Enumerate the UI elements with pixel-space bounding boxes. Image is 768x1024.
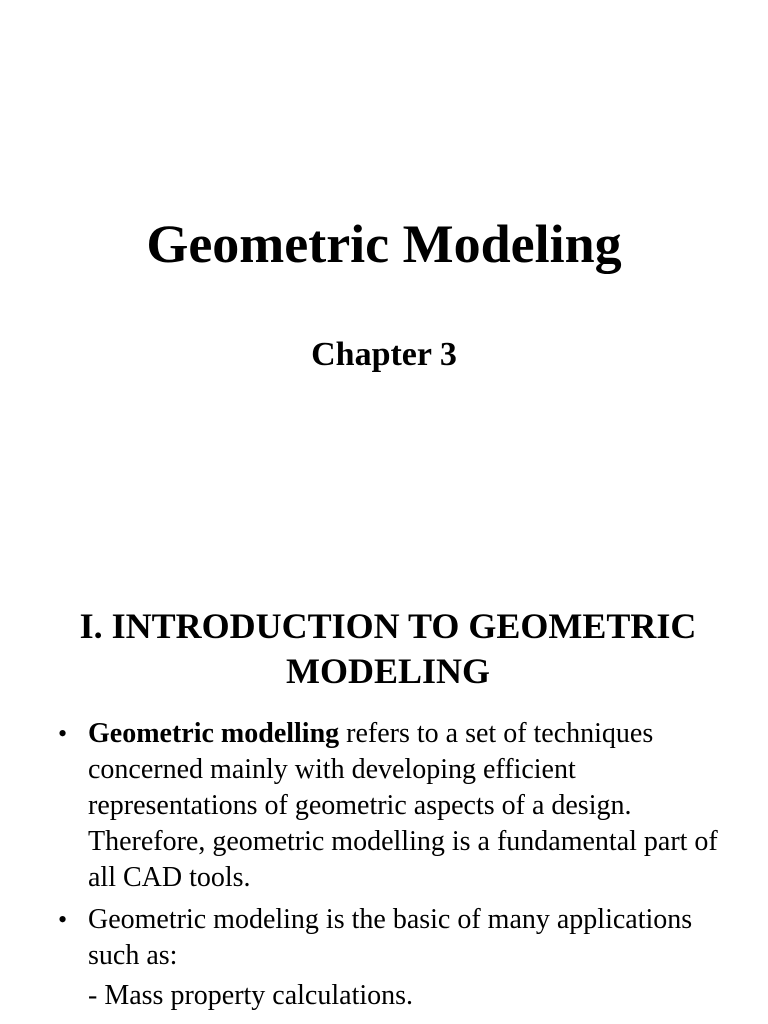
content-slide	[0, 512, 768, 1024]
bullet-list	[58, 716, 738, 1020]
bullet-item	[58, 902, 738, 1014]
bullet-icon: •	[58, 719, 68, 748]
section-heading: I. INTRODUCTION TO GEOMETRIC MODELING	[79, 606, 697, 691]
bullet-text: Geometric modeling is the basic of many applications such as:	[88, 904, 693, 971]
bullet-icon: •	[58, 905, 68, 934]
chapter-subtitle: Chapter 3	[311, 336, 457, 373]
presentation-title: Geometric Modeling	[146, 214, 622, 274]
bullet-bold-term: Geometric modelling	[88, 718, 340, 749]
bullet-item	[58, 716, 738, 896]
bullet-text: refers to a set of techniques concerned mainly with developing efficient representations of geometric aspects of a design. Therefore, geometric modelling is a fundamental part of all CAD tools.	[88, 718, 718, 893]
sub-item: - Mass property calculations.	[88, 980, 414, 1011]
